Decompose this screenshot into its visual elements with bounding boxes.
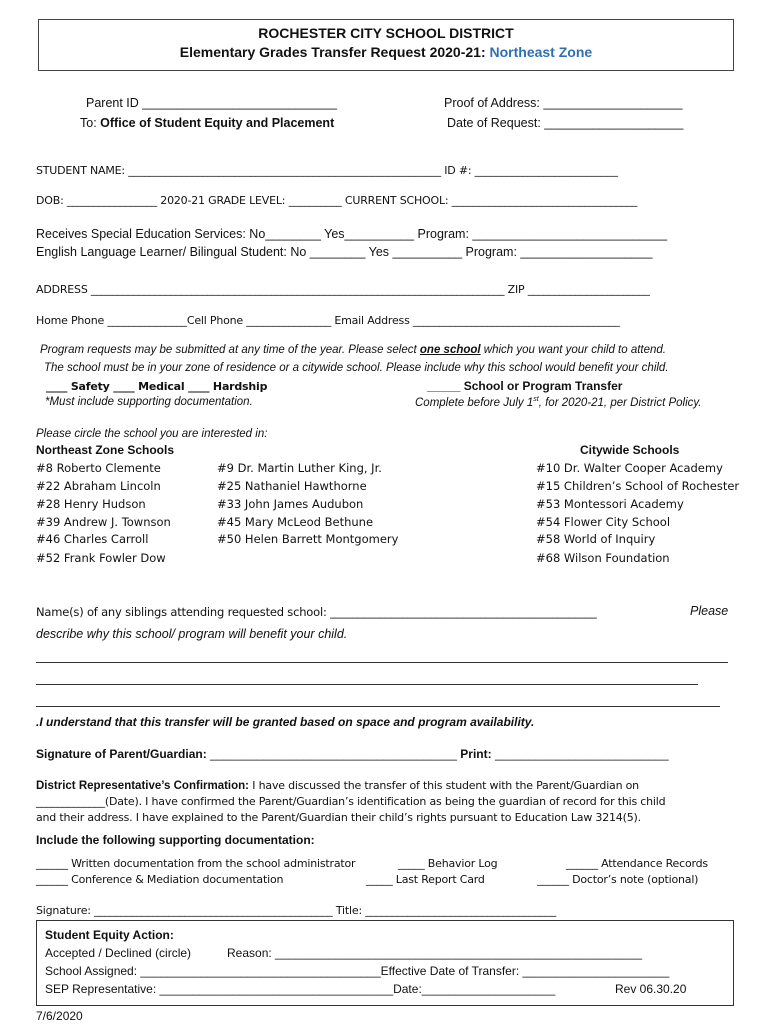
staff-signature-title-field[interactable]: Signature: _____________________________________________ Title: ____________________________________ [36, 904, 557, 917]
describe-line[interactable] [36, 684, 698, 685]
describe-prompt: describe why this school/ program will benefit your child. [36, 627, 348, 641]
school-option[interactable]: #8 Roberto Clemente [36, 461, 161, 475]
sep-representative-field[interactable]: SEP Representative: ___________________________________Date:____________________ [45, 982, 556, 996]
please-text: Please [690, 604, 729, 618]
complete-before-sup: st [533, 396, 539, 403]
instructions-text-post: which you want your child to attend. [480, 344, 666, 356]
school-assigned-field[interactable]: School Assigned: ____________________________________Effective Date of Transfer: ______________________ [45, 964, 670, 978]
school-option[interactable]: #52 Frank Fowler Dow [36, 551, 166, 565]
revision-label: Rev 06.30.20 [615, 982, 687, 996]
school-option[interactable]: #15 Children’s School of Rochester [536, 479, 740, 493]
parent-signature-label: Signature of Parent/Guardian: [36, 747, 207, 761]
school-option[interactable]: #46 Charles Carroll [36, 532, 149, 546]
instructions-line-1 [40, 344, 666, 356]
school-option[interactable]: #10 Dr. Walter Cooper Academy [536, 461, 723, 475]
parent-signature-line[interactable]: _____________________________________ [206, 747, 457, 761]
doc-attendance-checkbox[interactable]: ______ Attendance Records [566, 857, 708, 870]
school-option[interactable]: #68 Wilson Foundation [536, 551, 670, 565]
complete-before-text-post: , for 2020-21, per District Policy. [538, 396, 702, 409]
print-line[interactable]: __________________________ [491, 747, 669, 761]
district-rep-line-3: and their address. I have explained to the Parent/Guardian their child’s rights pursuant to Education Law 3214(5). [36, 811, 641, 824]
complete-before-text: Complete before July 1 [415, 396, 534, 409]
northeast-heading: Northeast Zone Schools [36, 443, 175, 457]
school-option[interactable]: #54 Flower City School [536, 515, 671, 529]
district-rep-line-2[interactable]: _____________(Date). I have confirmed the Parent/Guardian’s identification as being the guardian of record for this child [36, 795, 666, 808]
form-title-text: Elementary Grades Transfer Request 2020-21: [179, 44, 486, 60]
instructions-text: Program requests may be submitted at any time of the year. Please select [40, 344, 420, 356]
district-name: ROCHESTER CITY SCHOOL DISTRICT [258, 25, 514, 41]
citywide-heading: Citywide Schools [580, 443, 680, 457]
school-option[interactable]: #53 Montessori Academy [536, 497, 684, 511]
to-office: Office of Student Equity and Placement [100, 116, 335, 130]
parent-signature-row[interactable] [36, 747, 669, 761]
school-option[interactable]: #50 Helen Barrett Montgomery [217, 532, 399, 546]
circle-prompt: Please circle the school you are interested in: [36, 428, 268, 440]
district-rep-line-1 [36, 779, 639, 792]
form-title [39, 44, 733, 60]
doc-report-card-checkbox[interactable]: _____ Last Report Card [366, 873, 485, 886]
reason-field[interactable]: Reason: _______________________________________________________ [227, 946, 643, 960]
program-transfer-checkbox[interactable]: _____ School or Program Transfer [427, 379, 623, 393]
school-option[interactable]: #9 Dr. Martin Luther King, Jr. [217, 461, 382, 475]
describe-line[interactable] [36, 662, 728, 663]
school-option[interactable]: #22 Abraham Lincoln [36, 479, 161, 493]
school-option[interactable]: #28 Henry Hudson [36, 497, 146, 511]
school-option[interactable]: #39 Andrew J. Townson [36, 515, 171, 529]
school-option[interactable]: #45 Mary McLeod Bethune [217, 515, 374, 529]
zone-name: Northeast Zone [489, 44, 593, 60]
describe-line[interactable] [36, 706, 720, 707]
print-label: Print: [456, 747, 492, 761]
district-rep-label: District Representative’s Confirmation: [36, 780, 250, 792]
ell-field[interactable]: English Language Learner/ Bilingual Student: No ________ Yes __________ Program: ___________________ [36, 245, 653, 259]
doc-behavior-checkbox[interactable]: _____ Behavior Log [398, 857, 498, 870]
to-line [80, 116, 334, 130]
school-option[interactable]: #33 John James Audubon [217, 497, 364, 511]
siblings-field[interactable]: Name(s) of any siblings attending requested school: ________________________________________________ [36, 605, 597, 619]
doc-conference-checkbox[interactable]: ______ Conference & Mediation documentation [36, 873, 284, 886]
agreement-statement: .I understand that this transfer will be granted based on space and program availability. [36, 715, 535, 729]
phone-email-field[interactable]: Home Phone _______________Cell Phone ________________ Email Address _______________________________________ [36, 314, 620, 327]
student-name-field[interactable]: STUDENT NAME: ___________________________________________________________ ID #: ___________________________ [36, 164, 618, 177]
accepted-declined-option[interactable]: Accepted / Declined (circle) [45, 946, 192, 960]
to-label: To: [80, 116, 97, 130]
address-zip-field[interactable]: ADDRESS ______________________________________________________________________________ ZIP _______________________ [36, 283, 650, 296]
documentation-heading: Include the following supporting documentation: [36, 833, 315, 847]
district-rep-text-1: I have discussed the transfer of this student with the Parent/Guardian on [249, 779, 639, 792]
parent-id-field[interactable]: Parent ID ____________________________ [86, 96, 337, 110]
doc-doctor-note-checkbox[interactable]: ______ Doctor’s note (optional) [537, 873, 699, 886]
school-option[interactable]: #58 World of Inquiry [536, 532, 656, 546]
supporting-note: *Must include supporting documentation. [45, 396, 253, 408]
student-equity-action-box [36, 920, 734, 1006]
dob-grade-school-field[interactable]: DOB: _________________ 2020-21 GRADE LEVEL: __________ CURRENT SCHOOL: ___________________________________ [36, 194, 638, 207]
doc-written-checkbox[interactable]: ______ Written documentation from the school administrator [36, 857, 356, 870]
sped-services-field[interactable]: Receives Special Education Services: No________ Yes__________ Program: ____________________________ [36, 227, 668, 241]
equity-action-heading: Student Equity Action: [45, 928, 174, 942]
title-box [38, 19, 734, 71]
reason-checkboxes[interactable]: ____ Safety ____ Medical ____ Hardship [46, 380, 268, 393]
complete-before-note [415, 396, 701, 409]
school-option[interactable]: #25 Nathaniel Hawthorne [217, 479, 367, 493]
footer-date: 7/6/2020 [36, 1009, 83, 1023]
instructions-line-2: The school must be in your zone of residence or a citywide school. Please include why this school would benefit your child. [44, 362, 669, 374]
one-school-emphasis: one school [419, 344, 481, 356]
proof-of-address-field[interactable]: Proof of Address: ____________________ [444, 96, 683, 110]
date-of-request-field[interactable]: Date of Request: ____________________ [447, 116, 684, 130]
